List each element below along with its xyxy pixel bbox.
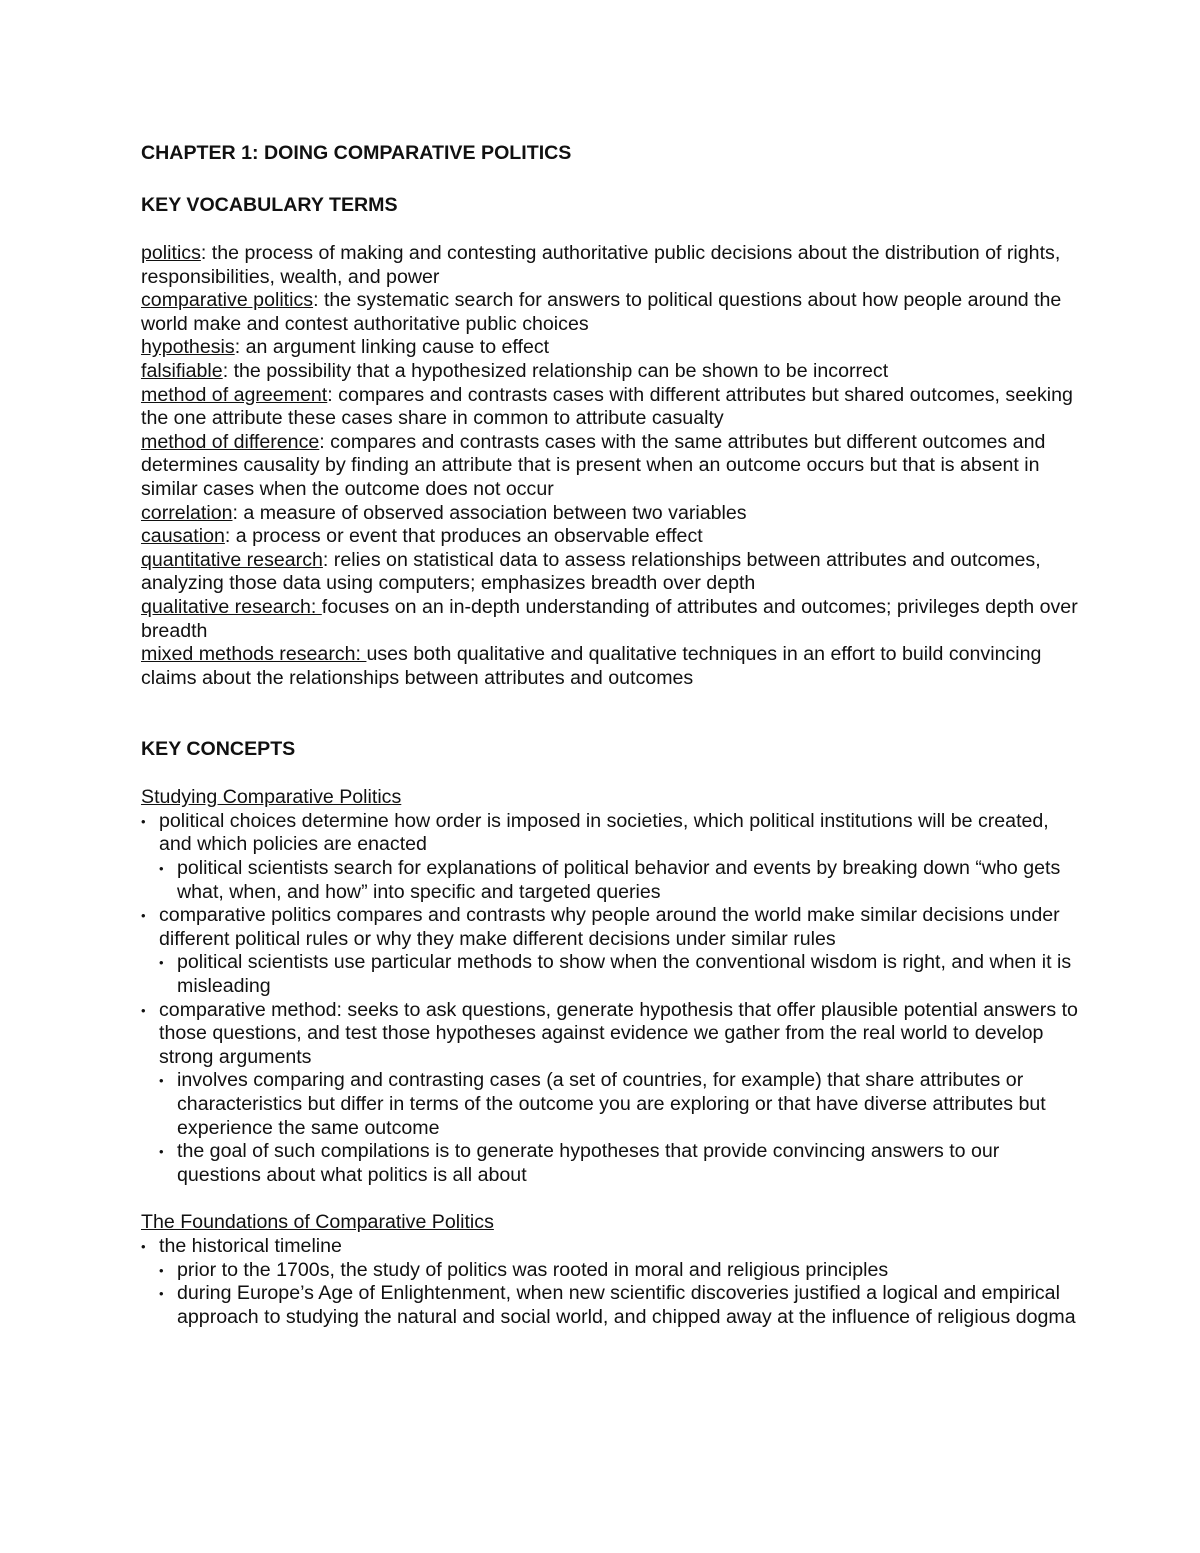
vocab-item bbox=[141, 360, 1081, 384]
vocab-item bbox=[141, 596, 1081, 643]
vocab-definition: focuses on an in-depth understanding of attributes and outcomes; privileges depth over breadth bbox=[141, 595, 1078, 642]
sub-bullet-list bbox=[159, 1259, 1081, 1330]
sub-bullet-text: during Europe’s Age of Enlightenment, when new scientific discoveries justified a logical and empirical approach to studying the natural and social world, and chipped away at the influence of religious dogma bbox=[177, 1282, 1076, 1328]
vocab-term: method of agreement bbox=[141, 383, 328, 406]
vocab-definition: : relies on statistical data to assess relationships between attributes and outcomes, analyzing those data using computers; emphasizes breadth over depth bbox=[141, 548, 1041, 595]
sub-bullet-list bbox=[159, 951, 1081, 998]
bullet-icon: • bbox=[141, 1238, 146, 1254]
sub-bullet-text: involves comparing and contrasting cases (a set of countries, for example) that share attributes or characteristics but differ in terms of the outcome you are exploring or that have diverse attributes but experience the same outcome bbox=[177, 1069, 1046, 1139]
bullet-icon: • bbox=[159, 1262, 164, 1278]
vocab-item bbox=[141, 549, 1081, 596]
bullet-icon: • bbox=[159, 861, 164, 877]
bullet-text: comparative method: seeks to ask questions, generate hypothesis that offer plausible potential answers to those questions, and test those hypotheses against evidence we gather from the real world to develop strong arguments bbox=[159, 998, 1078, 1068]
vocab-term: politics bbox=[141, 242, 201, 264]
bullet-icon: • bbox=[159, 1073, 164, 1089]
bullet-icon: • bbox=[141, 1002, 146, 1018]
bullet-icon: • bbox=[159, 1144, 164, 1160]
vocab-definition: : a measure of observed association between two variables bbox=[232, 501, 747, 524]
section-title: Studying Comparative Politics bbox=[141, 786, 402, 809]
chapter-title: CHAPTER 1: DOING COMPARATIVE POLITICS bbox=[141, 142, 572, 164]
vocab-term: hypothesis bbox=[141, 336, 235, 359]
bullet-list bbox=[141, 810, 1081, 1188]
bullet-icon: • bbox=[141, 813, 146, 829]
vocab-definition: : an argument linking cause to effect bbox=[234, 336, 550, 359]
sub-list-item bbox=[159, 1069, 1081, 1140]
vocab-definition: : compares and contrasts cases with different attributes but shared outcomes, seeking the one attribute these cases share in common to attribute casualty bbox=[141, 383, 1073, 430]
list-item bbox=[141, 810, 1081, 904]
list-item bbox=[141, 904, 1081, 998]
vocab-item bbox=[141, 525, 1081, 549]
sub-list-item bbox=[159, 1140, 1081, 1187]
section-title: The Foundations of Comparative Politics bbox=[141, 1211, 494, 1234]
vocab-term: comparative politics bbox=[141, 289, 314, 312]
bullet-icon: • bbox=[141, 908, 146, 924]
sub-list-item bbox=[159, 857, 1081, 904]
section-foundations-of-comparative-politics bbox=[141, 1211, 1081, 1329]
sub-bullet-text: political scientists use particular methods to show when the conventional wisdom is right, and when it is misleading bbox=[177, 951, 1072, 998]
vocab-term: falsifiable bbox=[141, 359, 223, 382]
bullet-list bbox=[141, 1235, 1081, 1329]
sub-list-item bbox=[159, 951, 1081, 998]
section-studying-comparative-politics bbox=[141, 786, 1081, 1187]
bullet-text: political choices determine how order is imposed in societies, which political institutions will be created, and which policies are enacted bbox=[159, 809, 1049, 856]
sub-bullet-list bbox=[159, 1069, 1081, 1187]
bullet-icon: • bbox=[159, 955, 164, 971]
vocab-item bbox=[141, 643, 1081, 690]
vocab-definition: uses both qualitative and qualitative techniques in an effort to build convincing claims about the relationships between attributes and outcomes bbox=[141, 643, 1042, 689]
bullet-text: comparative politics compares and contrasts why people around the world make similar decisions under different political rules or why they make different decisions under similar rules bbox=[159, 904, 1060, 950]
bullet-text: the historical timeline bbox=[159, 1234, 342, 1257]
concepts-heading: KEY CONCEPTS bbox=[141, 738, 296, 761]
sub-list-item bbox=[159, 1259, 1081, 1283]
vocab-definition: : the process of making and contesting authoritative public decisions about the distribution of rights, responsibilities, wealth, and power bbox=[141, 242, 1061, 288]
vocab-definition: : a process or event that produces an observable effect bbox=[224, 525, 703, 548]
sub-bullet-text: political scientists search for explanations of political behavior and events by breaking down “who gets what, when, and how” into specific and targeted queries bbox=[177, 857, 1061, 903]
vocab-term: correlation bbox=[141, 501, 233, 524]
vocab-term: qualitative research: bbox=[141, 595, 322, 618]
vocab-term: method of difference bbox=[141, 430, 320, 453]
vocab-term: mixed methods research: bbox=[141, 643, 367, 666]
vocab-item bbox=[141, 242, 1081, 289]
vocab-term: causation bbox=[141, 525, 225, 548]
vocab-list bbox=[141, 242, 1081, 690]
sub-bullet-text: the goal of such compilations is to generate hypotheses that provide convincing answers to our questions about what politics is all about bbox=[177, 1140, 1000, 1186]
vocab-item bbox=[141, 289, 1081, 336]
document-page bbox=[141, 140, 1081, 1353]
vocab-item bbox=[141, 336, 1081, 360]
sub-bullet-list bbox=[159, 857, 1081, 904]
list-item bbox=[141, 1235, 1081, 1329]
vocab-definition: : the systematic search for answers to political questions about how people around the world make and contest authoritative public choices bbox=[141, 289, 1062, 335]
vocab-definition: : the possibility that a hypothesized relationship can be shown to be incorrect bbox=[222, 359, 889, 382]
list-item bbox=[141, 999, 1081, 1188]
bullet-icon: • bbox=[159, 1286, 164, 1302]
vocab-item bbox=[141, 431, 1081, 502]
vocab-term: quantitative research bbox=[141, 548, 323, 571]
vocab-heading: KEY VOCABULARY TERMS bbox=[141, 194, 398, 216]
sub-list-item bbox=[159, 1282, 1081, 1329]
sub-bullet-text: prior to the 1700s, the study of politics was rooted in moral and religious principles bbox=[177, 1258, 889, 1281]
vocab-definition: : compares and contrasts cases with the same attributes but different outcomes and determines causality by finding an attribute that is present when an outcome occurs but that is absent in similar cases when the outcome does not occur bbox=[141, 430, 1046, 500]
vocab-item bbox=[141, 384, 1081, 431]
vocab-item bbox=[141, 502, 1081, 526]
